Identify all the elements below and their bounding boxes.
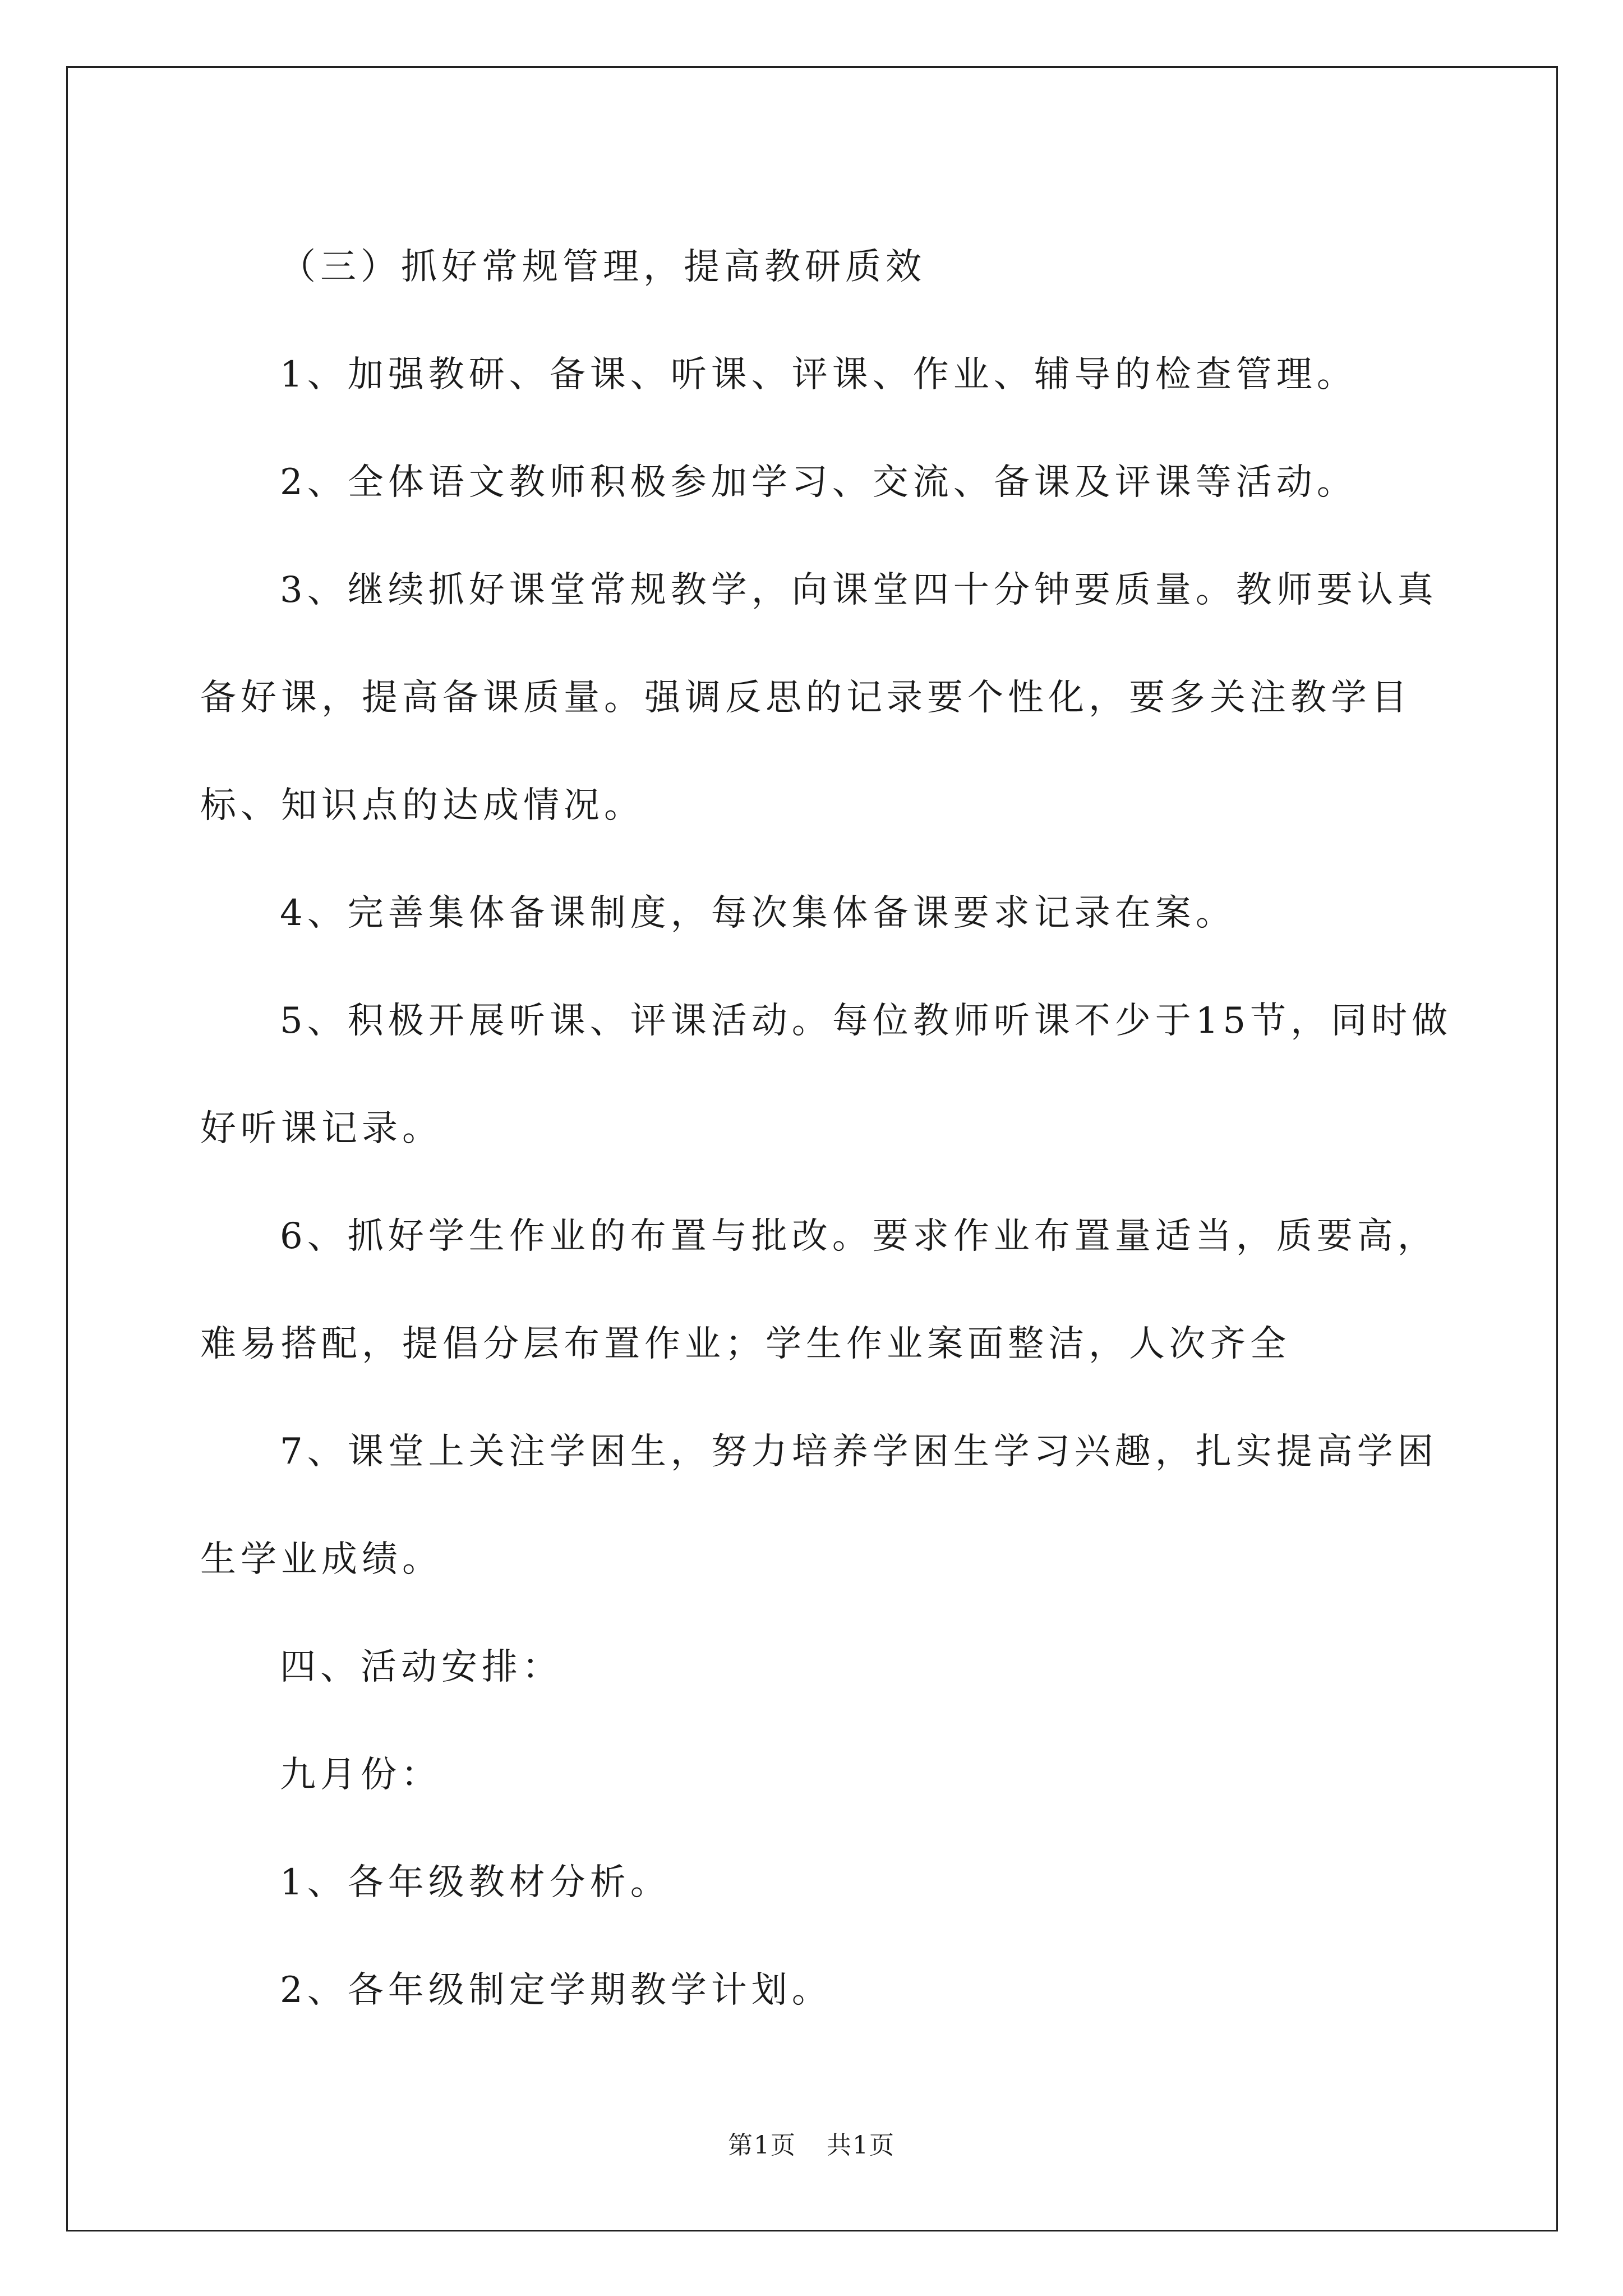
- paragraph-activity-heading: 四、活动安排：: [280, 1646, 562, 1688]
- paragraph-item-5: 5、积极开展听课、评课活动。每位教师听课不少于15节，同时做好听课记录。: [200, 1000, 1453, 1149]
- paragraph-section-heading: （三）抓好常规管理，提高教研质效: [280, 246, 926, 288]
- document-body: [200, 213, 1462, 2044]
- page-total: 共1页: [827, 2131, 895, 2160]
- paragraph-activity-1: 1、各年级教材分析。: [280, 1862, 671, 1903]
- paragraph-item-3: 3、继续抓好课堂常规教学，向课堂四十分钟要质量。教师要认真备好课，提高备课质量。强调反思的记录要个性化，要多关注教学目标、知识点的达成情况。: [200, 569, 1438, 826]
- paragraph-item-7: 7、课堂上关注学困生，努力培养学困生学习兴趣，扎实提高学困生学业成绩。: [200, 1431, 1438, 1580]
- paragraph-item-4: 4、完善集体备课制度，每次集体备课要求记录在案。: [280, 892, 1236, 934]
- paragraph-month-label: 九月份：: [280, 1754, 441, 1796]
- paragraph-item-2: 2、全体语文教师积极参加学习、交流、备课及评课等活动。: [280, 462, 1357, 503]
- page-number: 第1页: [728, 2131, 796, 2160]
- page-footer: [0, 2125, 1623, 2161]
- paragraph-activity-2: 2、各年级制定学期教学计划。: [280, 1970, 832, 2011]
- paragraph-item-6: 6、抓好学生作业的布置与批改。要求作业布置量适当，质要高，难易搭配，提倡分层布置作业；学生作业案面整洁，人次齐全: [200, 1216, 1438, 1365]
- paragraph-item-1: 1、加强教研、备课、听课、评课、作业、辅导的检查管理。: [280, 354, 1357, 395]
